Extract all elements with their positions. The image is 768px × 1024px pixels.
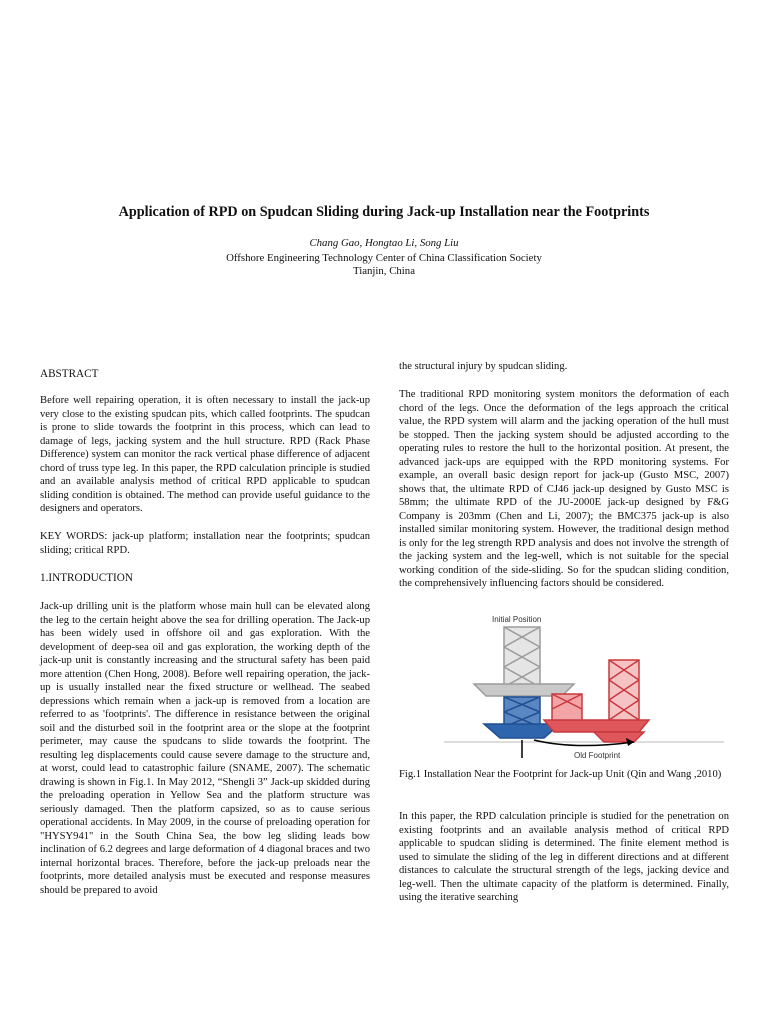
paper-authors: Chang Gao, Hongtao Li, Song Liu bbox=[309, 237, 459, 249]
right-top-block bbox=[399, 360, 729, 374]
figure-caption-text: Fig.1 Installation Near the Footprint for Jack-up Unit (Qin and Wang ,2010) bbox=[399, 769, 722, 780]
intro-paragraph bbox=[40, 600, 370, 897]
paper-location: Tianjin, China bbox=[353, 265, 415, 277]
label-old-footprint: Old Footprint bbox=[574, 751, 621, 760]
jackup-leg-blue bbox=[484, 697, 560, 758]
keywords-paragraph bbox=[40, 530, 370, 557]
right-paragraph-3 bbox=[399, 810, 729, 905]
label-initial-position: Initial Position bbox=[492, 615, 542, 624]
abstract-paragraph bbox=[40, 394, 370, 516]
figure-caption bbox=[399, 768, 729, 782]
intro-heading-block bbox=[40, 572, 370, 586]
jackup-displaced-red bbox=[544, 660, 649, 742]
paper-affiliation: Offshore Engineering Technology Center of China Classification Society bbox=[226, 252, 542, 264]
right-top-text: the structural injury by spudcan sliding. bbox=[399, 361, 568, 372]
left-column bbox=[40, 368, 370, 382]
right-para3-text: In this paper, the RPD calculation principle is studied for the penetration on existing footprints and an available analysis method of critical RPD applicable to spudcan sliding is determined. The finite element method is used to simulate the sliding of the leg in different directions and at different distances to calculate the structural strength of the legs, jacking device and leg-well. Then the ultimate capacity of the platform is determined. Finally, using the iterative searching bbox=[399, 811, 729, 903]
keywords-text: KEY WORDS: jack-up platform; installation near the footprints; spudcan sliding; critical RPD. bbox=[40, 531, 370, 556]
jackup-initial-position bbox=[474, 627, 574, 696]
jackup-footprint-diagram bbox=[434, 612, 734, 762]
abstract-text: Before well repairing operation, it is often necessary to install the jack-up very close to the existing spudcan pits, which called footprints. The spudcan is prone to slide towards the footprint in this process, which can lead to damage of legs, jacking system and the hull structure. RPD (Rack Phase Difference) system can monitor the rack vertical phase difference of adjacent chord of truss type leg. In this paper, the RPD calculation principle is studied and an available analysis method of critical RPD applicable to spudcan sliding condition is obtained. The method can provide useful guidance to the designers and operators. bbox=[40, 395, 370, 514]
abstract-heading: ABSTRACT bbox=[40, 368, 99, 380]
figure-1 bbox=[434, 612, 734, 762]
right-paragraph-2 bbox=[399, 388, 729, 591]
intro-heading: 1.INTRODUCTION bbox=[40, 572, 133, 584]
paper-title: Application of RPD on Spudcan Sliding during Jack-up Installation near the Footprints bbox=[118, 204, 650, 220]
intro-text: Jack-up drilling unit is the platform whose main hull can be elevated along the leg to the certain height above the sea for drilling operation. The Jack-up has been widely used in offshore oil and gas exploration. With the development of deep-sea oil and gas exploration, the working depth of the jack-up unit is constantly increasing and the structural safety has been paid more attention (Chen Hong, 2008). Before well repairing operation, the jack-up is usually installed near the fixed structure or wellhead. The seabed depressions which remain when a jack-up is removed from a location are referred to as 'footprints'. The difference in resistance between the original soil and the disturbed soil in the footprint area or the slope at the footprint perimeter, may cause the spudcans to slide towards the footprint. The resulting leg displacements could cause severe damage to the structure and, at worst, could lead to catastrophic failure (SNAME, 2007). The schematic drawing is shown in Fig.1. In May 2012, “Shengli 3” Jack-up skidded during the preloading operation in Yellow Sea and the platform structure was seriously damaged. Then the platform capsized, so as to cause serious operational accidents. In May 2009, in the course of preloading operation for "HYSY941" in the South China Sea, the bow leg sliding leads bow inclination of 6.2 degrees and large deformation of 4 diagonal braces and two internal horizontal braces. Therefore, before the jack-up preloads near the footprints, more detailed analysis must be executed and response measures should be prepared to avoid bbox=[40, 601, 370, 896]
right-para2-text: The traditional RPD monitoring system monitors the deformation of each chord of the legs. Once the deformation of the legs approach the critical value, the RPD system will alarm and the jacking operation of the hull must be stopped. Then the jacking system should be adjusted according to the operating rules to restore the hull to the horizontal position. At present, the advanced jack-ups are equipped with the RPD monitoring systems. For example, an overall basic design report for jack-up (Gusto MSC, 2007) shows that, the ultimate RPD of CJ46 jack-up designed by Gusto MSC is 58mm; the ultimate RPD of the JU-2000E jack-up designed by F&G Company is 203mm (Chen and Li, 2007); the BMC375 jack-up is also installed similar monitoring system. However, the traditional design method is only for the leg strength RPD analysis and does not involve the strength of the jacking system and the leg-well, which is not suitable for the special working condition of the side-sliding. So for the spudcan sliding condition, the comprehensively influencing factors should be considered. bbox=[399, 389, 729, 589]
